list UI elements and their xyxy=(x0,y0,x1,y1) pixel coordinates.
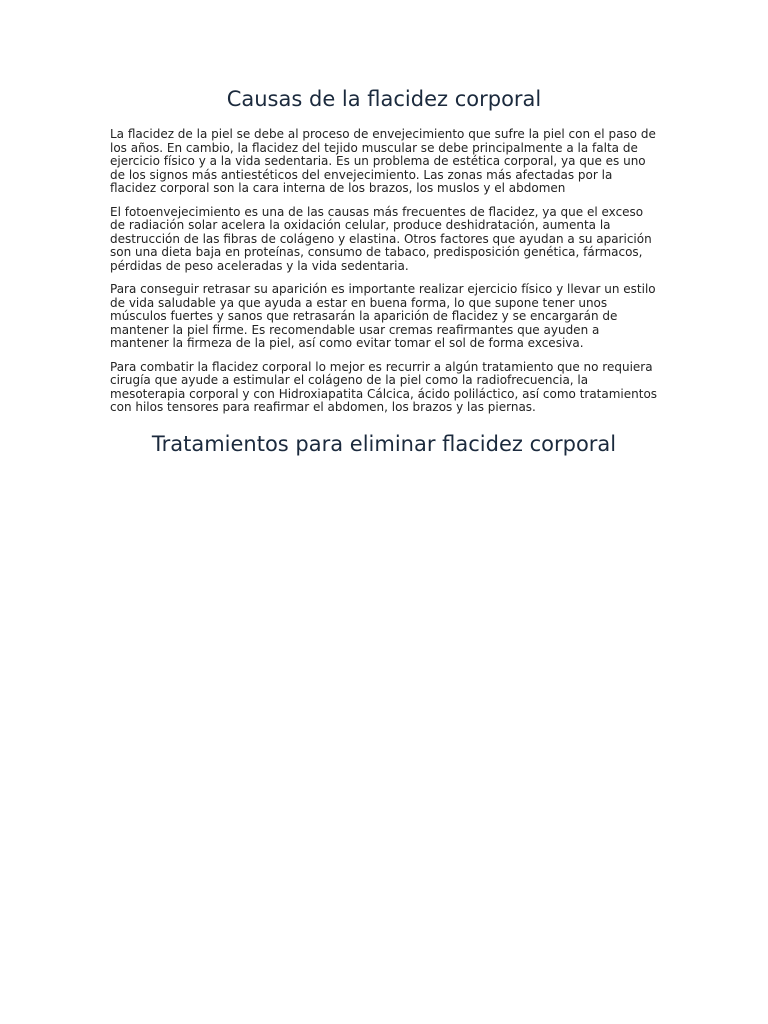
paragraph-photoaging: El fotoenvejecimiento es una de las causas más frecuentes de flacidez, ya que el exceso de radiación solar acelera la oxidación celular, produce deshidratación, aumenta la destrucción de las fibras de colágeno y elastina. Otros factores que ayudan a su aparición son una dieta baja en proteínas, consumo de tabaco, predisposición genética, fármacos, pérdidas de peso aceleradas y la vida sedentaria. xyxy=(110,204,652,273)
page-title: Causas de la flacidez corporal xyxy=(226,87,542,111)
document-page xyxy=(110,86,658,457)
article-body xyxy=(110,128,658,415)
paragraph-causes-intro: La flacidez de la piel se debe al proceso de envejecimiento que sufre la piel con el paso de los años. En cambio, la flacidez del tejido muscular se debe principalmente a la falta de ejercicio físico y a la vida sedentaria. Es un problema de estética corporal, ya que es uno de los signos más antiestéticos del envejecimiento. Las zonas más afectadas por la flacidez corporal son la cara interna de los brazos, los muslos y el abdomen xyxy=(110,127,656,195)
paragraph-prevention: Para conseguir retrasar su aparición es importante realizar ejercicio físico y llevar un estilo de vida saludable ya que ayuda a estar en buena forma, lo que supone tener unos músculos fuertes y sanos que retrasarán la aparición de flacidez y se encargarán de mantener la piel firme. Es recomendable usar cremas reafirmantes que ayuden a mantener la firmeza de la piel, así como evitar tomar el sol de forma excesiva. xyxy=(110,282,656,350)
section-heading-treatments: Tratamientos para eliminar flacidez corporal xyxy=(151,431,617,456)
paragraph-treatment-summary: Para combatir la flacidez corporal lo mejor es recurrir a algún tratamiento que no requiera cirugía que ayude a estimular el colágeno de la piel como la radiofrecuencia, la mesoterapia corporal y con Hidroxiapatita Cálcica, ácido poliláctico, así como tratamientos con hilos tensores para reafirmar el abdomen, los brazos y las piernas. xyxy=(110,359,658,414)
